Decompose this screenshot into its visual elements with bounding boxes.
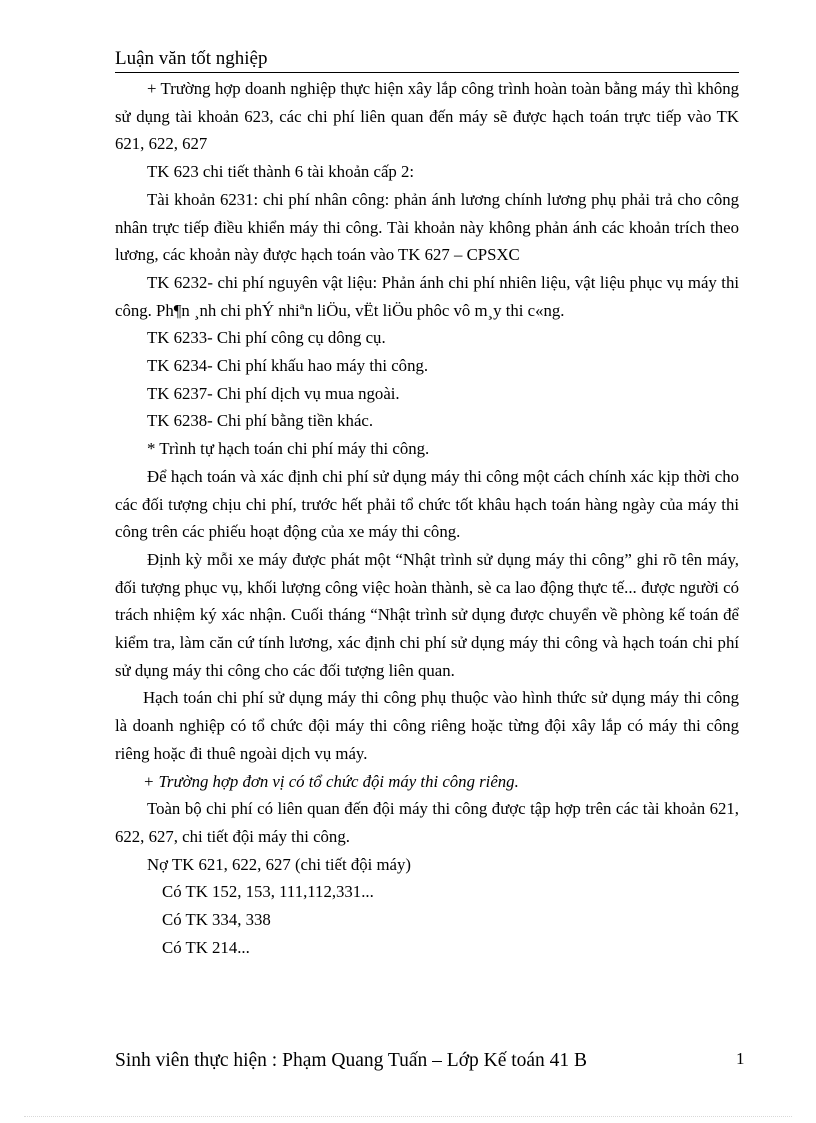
footer-author-line: Sinh viên thực hiện : Phạm Quang Tuấn – Lớp Kế toán 41 B xyxy=(115,1050,588,1071)
document-header-title: Luận văn tốt nghiệp xyxy=(115,48,268,69)
paragraph-tk6233: TK 6233- Chi phí công cụ dông cụ. xyxy=(147,328,386,348)
document-body xyxy=(115,75,739,962)
header-divider xyxy=(115,72,739,73)
journal-entry-credit-1: Có TK 152, 153, 111,112,331... xyxy=(162,882,374,902)
paragraph-tk6237: TK 6237- Chi phí dịch vụ mua ngoài. xyxy=(147,383,400,403)
journal-entry-credit-3: Có TK 214... xyxy=(162,937,250,957)
journal-entry-debit: Nợ TK 621, 622, 627 (chi tiết đội máy) xyxy=(147,854,411,874)
paragraph-tk6238: TK 6238- Chi phí bằng tiền khác. xyxy=(147,411,374,431)
paragraph-tk6232: TK 6232- chi phí nguyên vật liệu: Phản ánh chi phí nhiên liệu, vật liệu phục vụ máy thi công. Ph¶n ¸nh chi phÝ nhiªn liÖu, vËt liÖu phôc vô m¸y thi c«ng. xyxy=(115,272,739,320)
journal-entry-credit-2: Có TK 334, 338 xyxy=(162,910,271,930)
paragraph-cost-determination: Để hạch toán và xác định chi phí sử dụng máy thi công một cách chính xác kịp thời cho các đối tượng chịu chi phí, trước hết phải tổ chức tốt khâu hạch toán hàng ngày của máy thi công trên các phiếu hoạt động của xe máy thi công. xyxy=(115,466,739,542)
paragraph-usage-forms: Hạch toán chi phí sử dụng máy thi công phụ thuộc vào hình thức sử dụng máy thi công là doanh nghiệp có tổ chức đội máy thi công riêng hoặc từng đội xây lắp có máy thi công riêng hoặc đi thuê ngoài dịch vụ máy. xyxy=(115,688,739,763)
paragraph-machine-log: Định kỳ mỗi xe máy được phát một “Nhật trình sử dụng máy thi công” ghi rõ tên máy, đối tượng phục vụ, khối lượng công việc hoàn thành, sè ca lao động thực tế... được người có trách nhiệm ký xác nhận. Cuối tháng “Nhật trình sử dụng được chuyển về phòng kế toán để kiểm tra, làm căn cứ tính lương, xác định chi phí sử dụng máy thi công và hạch toán chi phí sử dụng máy thi công cho các đối tượng liên quan. xyxy=(115,549,739,680)
paragraph-tk6231: Tài khoản 6231: chi phí nhân công: phản ánh lương chính lương phụ phải trả cho công nhân trực tiếp điều khiển máy thi công. Tài khoản này không phản ánh các khoản trích theo lương, các khoản này được hạch toán vào TK 627 – CPSXC xyxy=(115,189,739,265)
paragraph-tk623-breakdown: TK 623 chi tiết thành 6 tài khoản cấp 2: xyxy=(147,162,415,182)
paragraph-tk6234: TK 6234- Chi phí khấu hao máy thi công. xyxy=(147,356,429,376)
page-bottom-dotted-border xyxy=(24,1116,792,1117)
paragraph-machine-construction-case: + Trường hợp doanh nghiệp thực hiện xây lắp công trình hoàn toàn bằng máy thì không sử dụng tài khoản 623, các chi phí liên quan đến máy sẽ được hạch toán trực tiếp vào TK 621, 622, 627 xyxy=(115,79,739,154)
paragraph-cost-aggregation: Toàn bộ chi phí có liên quan đến đội máy thi công được tập hợp trên các tài khoản 621, 622, 627, chi tiết đội máy thi công. xyxy=(115,799,739,846)
paragraph-accounting-procedure-heading: * Trình tự hạch toán chi phí máy thi công. xyxy=(147,439,430,459)
paragraph-own-machine-team-case: + Trường hợp đơn vị có tổ chức đội máy thi công riêng. xyxy=(143,771,519,791)
page-number: 1 xyxy=(736,1049,745,1068)
